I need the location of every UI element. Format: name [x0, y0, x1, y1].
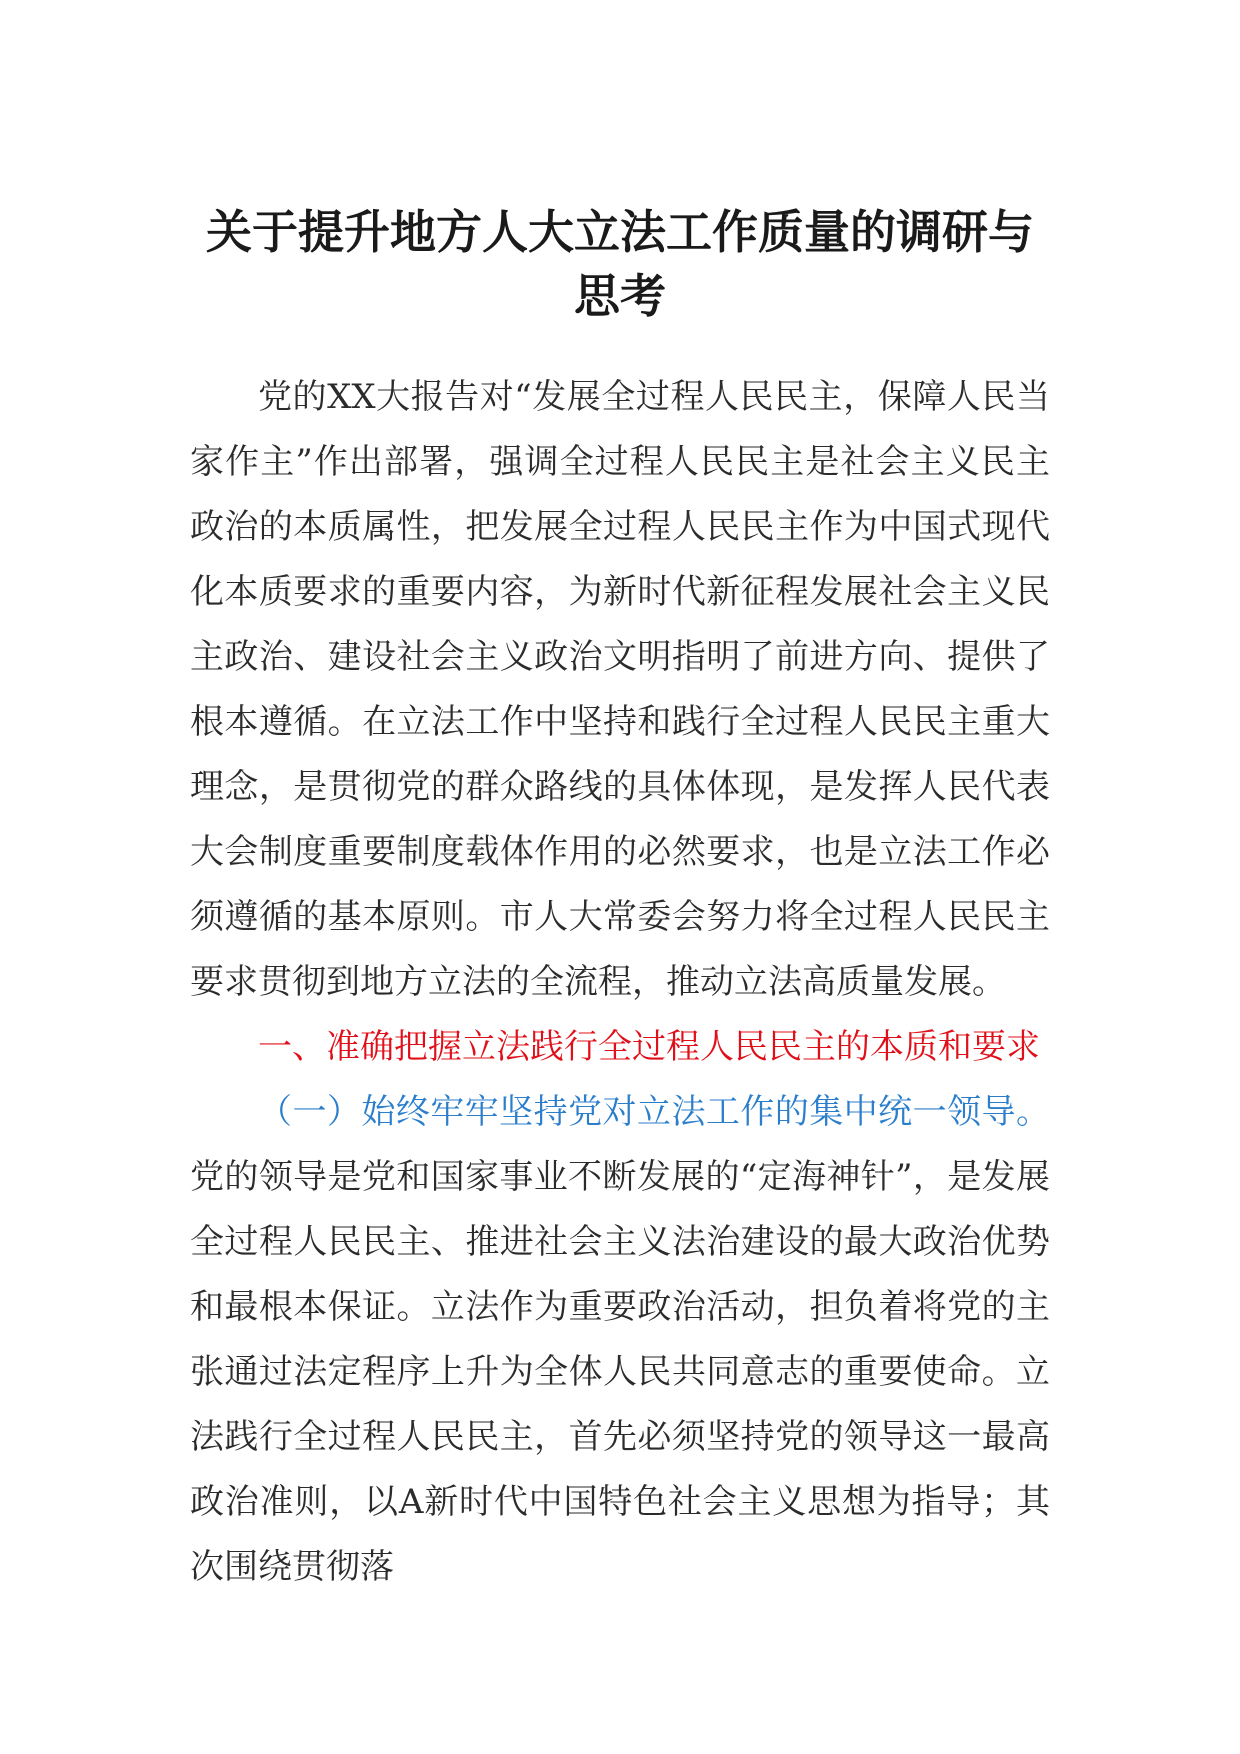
section-heading: 一、准确把握立法践行全过程人民民主的本质和要求 — [258, 1027, 1040, 1067]
subsection-text: 党的领导是党和国家事业不断发展的“定海神针”，是发展全过程人民民主、推进社会主义法治建设的最大政治优势和最根本保证。立法作为重要政治活动，担负着将党的主张通过法定程序上升为全体人民共同意志的重要使命。立法践行全过程人民民主，首先必须坚持党的领导这一最高政治准则，以A新时代中国特色社会主义思想为指导；其次围绕贯彻落 — [190, 1157, 1050, 1587]
document-title: 关于提升地方人大立法工作质量的调研与思考 — [206, 205, 1034, 323]
subsection-paragraph — [190, 1080, 1050, 1600]
subsection-heading: （一）始终牢牢坚持党对立法工作的集中统一领导。 — [258, 1092, 1050, 1132]
intro-paragraph: 党的XX大报告对“发展全过程人民民主，保障人民当家作主”作出部署，强调全过程人民民主是社会主义民主政治的本质属性，把发展全过程人民民主作为中国式现代化本质要求的重要内容，为新时代新征程发展社会主义民主政治、建设社会主义政治文明指明了前进方向、提供了根本遵循。在立法工作中坚持和践行全过程人民民主重大理念，是贯彻党的群众路线的具体体现，是发挥人民代表大会制度重要制度载体作用的必然要求，也是立法工作必须遵循的基本原则。市人大常委会努力将全过程人民民主要求贯彻到地方立法的全流程，推动立法高质量发展。 — [190, 377, 1050, 1002]
document-body — [190, 365, 1050, 1600]
